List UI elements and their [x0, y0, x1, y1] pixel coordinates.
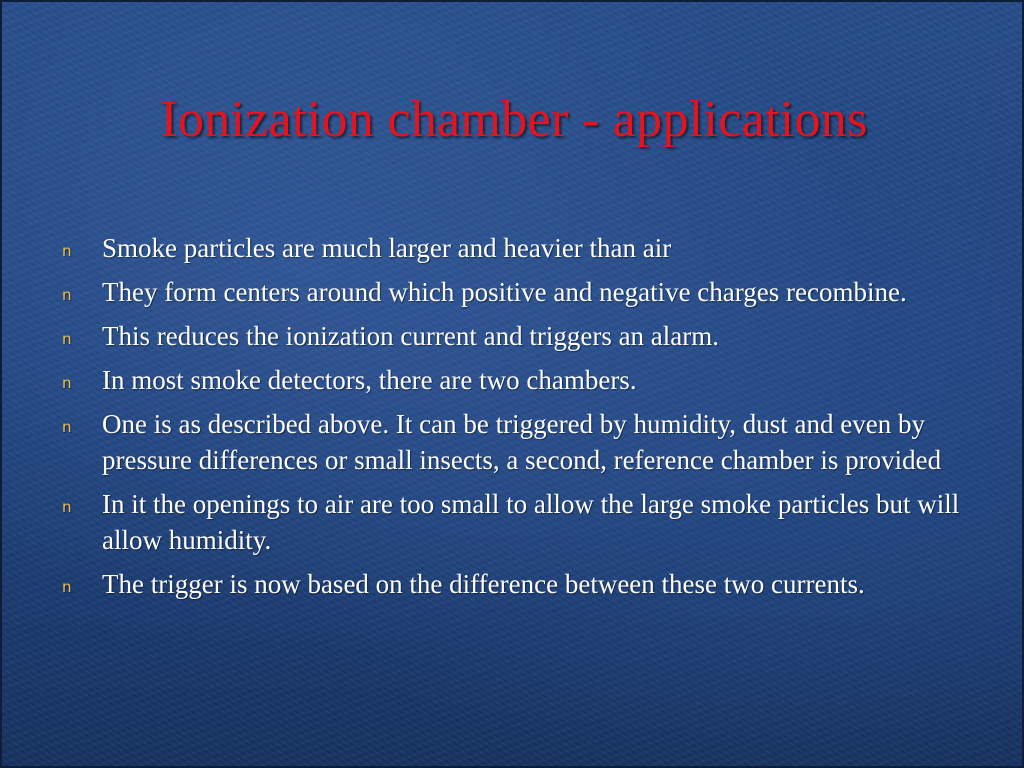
bullet-marker-icon: n — [62, 242, 72, 260]
bullet-list — [62, 230, 972, 610]
bullet-text: Smoke particles are much larger and heavier than air — [102, 233, 672, 263]
bullet-item — [62, 486, 972, 558]
bullet-item — [62, 230, 972, 266]
bullet-text: This reduces the ionization current and triggers an alarm. — [102, 321, 720, 351]
bullet-marker-icon: n — [62, 418, 72, 436]
bullet-text: The trigger is now based on the difference between these two currents. — [102, 569, 865, 599]
bullet-marker-icon: n — [62, 498, 72, 516]
bullet-item — [62, 318, 972, 354]
bullet-text: One is as described above. It can be triggered by humidity, dust and even by pressure differences or small insects, a second, reference chamber is provided — [102, 409, 942, 475]
bullet-marker-icon: n — [62, 374, 72, 392]
bullet-marker-icon: n — [62, 578, 72, 596]
slide-title: Ionization chamber - applications — [160, 91, 868, 148]
bullet-item — [62, 362, 972, 398]
bullet-text: They form centers around which positive and negative charges recombine. — [102, 277, 907, 307]
bullet-marker-icon: n — [62, 330, 72, 348]
bullet-text: In most smoke detectors, there are two chambers. — [102, 365, 637, 395]
bullet-marker-icon: n — [62, 286, 72, 304]
bullet-item — [62, 274, 972, 310]
bullet-item — [62, 406, 972, 478]
bullet-text: In it the openings to air are too small to allow the large smoke particles but will allow humidity. — [102, 489, 960, 555]
bullet-item — [62, 566, 972, 602]
